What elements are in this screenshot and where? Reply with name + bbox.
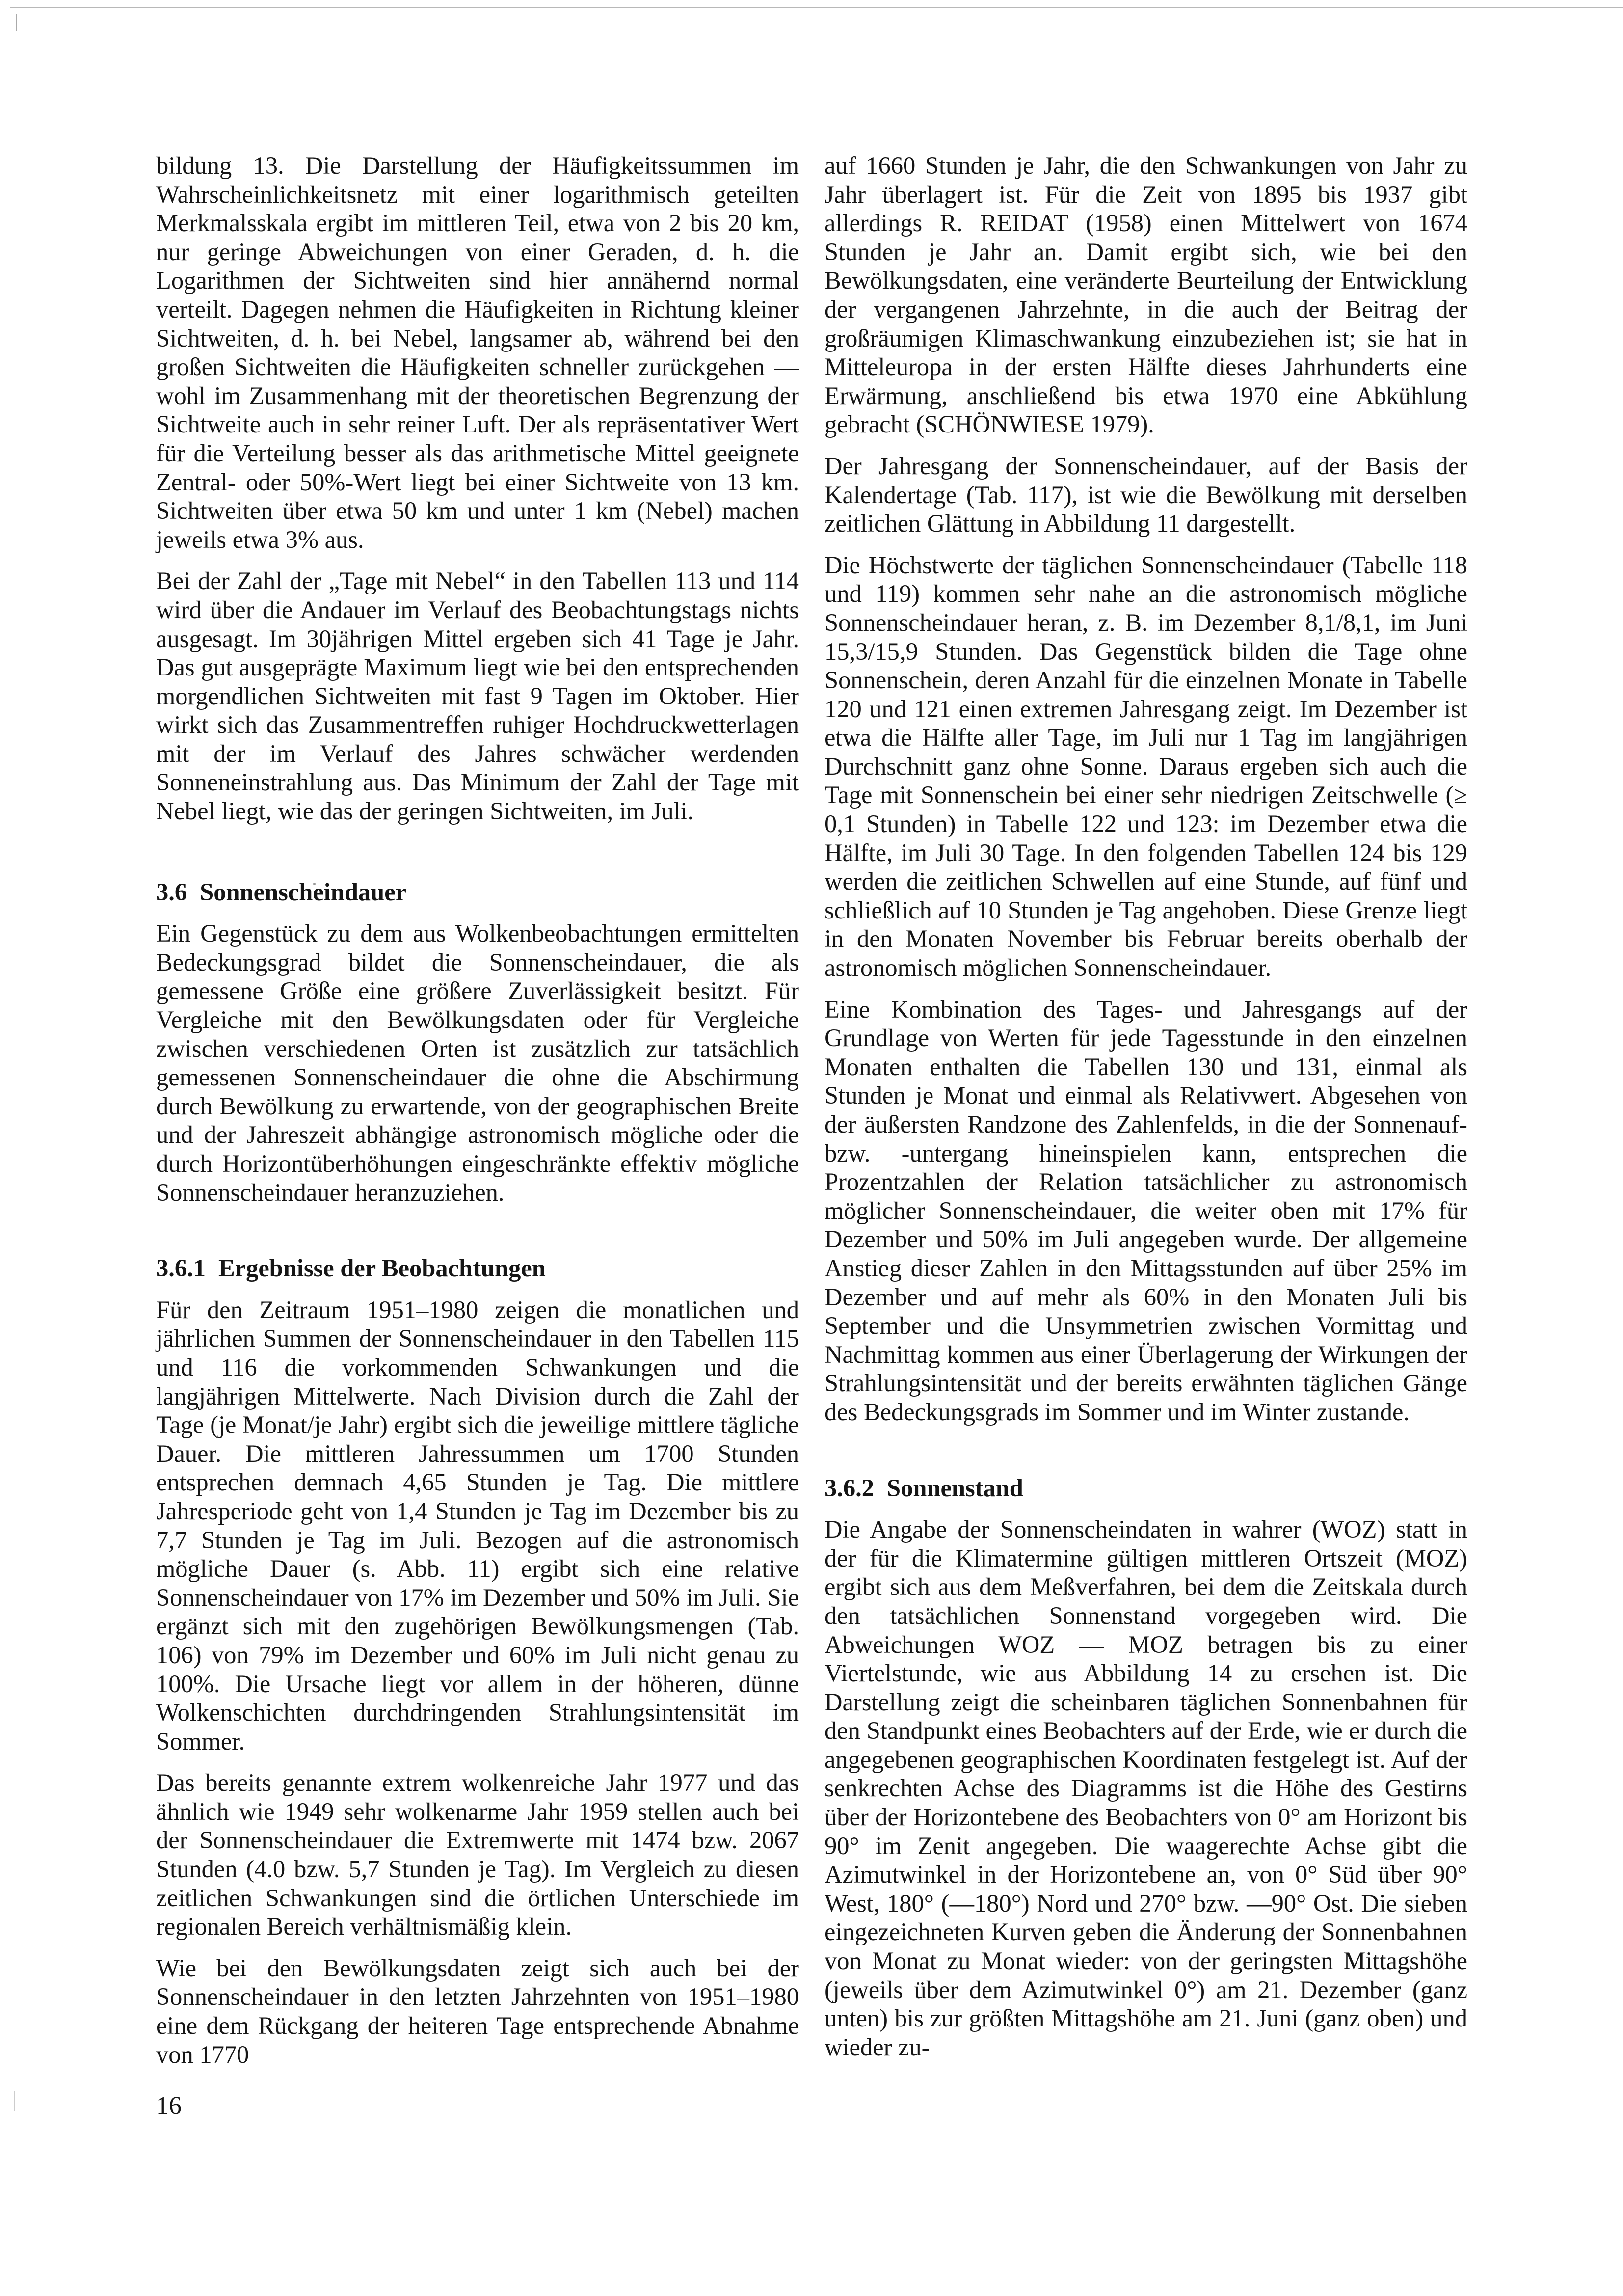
paragraph: Bei der Zahl der „Tage mit Nebel“ in den Tabellen 113 und 114 wird über die Andauer im Verlauf des Beobachtungstags nichts ausgesagt. Im 30jährigen Mittel ergeben sich 41 Tage je Jahr. Das gut ausgeprägte Maximum liegt wie bei den entsprechenden morgendlichen Sichtweiten mit fast 9 Tagen im Oktober. Hier wirkt sich das Zusammentreffen ruhiger Hochdruckwetterlagen mit der im Verlauf des Jahres schwächer werdenden Sonneneinstrahlung aus. Das Minimum der Zahl der Tage mit Nebel liegt, wie das der geringen Sichtweiten, im Juli. <box>156 567 799 825</box>
paragraph: Ein Gegenstück zu dem aus Wolkenbeobachtungen ermittelten Bedeckungsgrad bildet die Sonnenscheindauer, die als gemessene Größe eine größere Zuverlässigkeit besitzt. Für Vergleiche mit den Bewölkungsdaten oder für Vergleiche zwischen verschiedenen Orten ist zusätzlich zur tatsächlich gemessenen Sonnenscheindauer die ohne die Abschirmung durch Bewölkung zu erwartende, von der geographischen Breite und der Jahreszeit abhängige astronomisch mögliche oder die durch Horizontüberhöhungen eingeschränkte effektiv mögliche Sonnenscheindauer heranzuziehen. <box>156 919 799 1206</box>
paragraph: auf 1660 Stunden je Jahr, die den Schwankungen von Jahr zu Jahr überlagert ist. Für die Zeit von 1895 bis 1937 gibt allerdings R. REIDAT (1958) einen Mittelwert von 1674 Stunden je Jahr an. Damit ergibt sich, wie bei den Bewölkungsdaten, eine veränderte Beurteilung der Entwicklung der vergangenen Jahrzehnte, in die auch der Beitrag der großräumigen Klimaschwankung einzubeziehen ist; sie hat in Mitteleuropa in der ersten Hälfte dieses Jahrhunderts eine Erwärmung, anschließend bis etwa 1970 eine Abkühlung gebracht (SCHÖNWIESE 1979). <box>825 152 1467 438</box>
section-title: Sonnenstand <box>887 1474 1023 1502</box>
paragraph: Die Höchstwerte der täglichen Sonnenscheindauer (Tabelle 118 und 119) kommen sehr nahe an die astronomisch mögliche Sonnenscheindauer heran, z. B. im Dezember 8,1/8,1, im Juni 15,3/15,9 Stunden. Das Gegenstück bilden die Tage ohne Sonnenschein, deren Anzahl für die einzelnen Monate in Tabelle 120 und 121 einen extremen Jahresgang zeigt. Im Dezember ist etwa die Hälfte aller Tage, im Juli nur 1 Tag im langjährigen Durchschnitt ganz ohne Sonne. Daraus ergeben sich auch die Tage mit Sonnenschein bei einer sehr niedrigen Zeitschwelle (≥ 0,1 Stunden) in Tabelle 122 und 123: im Dezember etwa die Hälfte, im Juli 30 Tage. In den folgenden Tabellen 124 bis 129 werden die zeitlichen Schwellen auf eine Stunde, auf fünf und schließlich auf 10 Stunden je Tag angehoben. Diese Grenze liegt in den Monaten November bis Februar bereits oberhalb der astronomisch möglichen Sonnenscheindauer. <box>825 551 1467 982</box>
section-title: Sonnenscheindauer <box>200 878 407 906</box>
subsection-heading <box>825 1474 1467 1503</box>
paragraph: bildung 13. Die Darstellung der Häufigkeitssummen im Wahrscheinlichkeitsnetz mit einer logarithmisch geteilten Merkmalsskala ergibt im mittleren Teil, etwa von 2 bis 20 km, nur geringe Abweichungen von einer Geraden, d. h. die Logarithmen der Sichtweiten sind hier annähernd normal verteilt. Dagegen nehmen die Häufigkeiten in Richtung kleiner Sichtweiten, d. h. bei Nebel, langsamer ab, während bei den großen Sichtweiten die Häufigkeiten schneller zurückgehen — wohl im Zusammenhang mit der theoretischen Begrenzung der Sichtweite auch in sehr reiner Luft. Der als repräsentativer Wert für die Verteilung besser als das arithmetische Mittel geeignete Zentral- oder 50%-Wert liegt bei einer Sichtweite von 13 km. Sichtweiten über etwa 50 km und unter 1 km (Nebel) machen jeweils etwa 3% aus. <box>156 152 799 553</box>
section-number: 3.6.2 <box>825 1474 874 1502</box>
page-number: 16 <box>156 2092 182 2120</box>
paragraph: Eine Kombination des Tages- und Jahresgangs auf der Grundlage von Werten für jede Tagesstunde in den einzelnen Monaten enthalten die Tabellen 130 und 131, einmal als Stunden je Monat und einmal als Relativwert. Abgesehen von der äußersten Randzone des Zahlenfelds, in die der Sonnenauf- bzw. -untergang hineinspielen kann, entsprechen die Prozentzahlen der Relation tatsächlicher zu astronomisch möglicher Sonnenscheindauer, die weiter oben mit 17% für Dezember und 50% im Juli angegeben wurde. Der allgemeine Anstieg dieser Zahlen in den Mittagsstunden auf über 25% im Dezember und auf mehr als 60% in den Monaten Juli bis September und die Unsymmetrien zwischen Vormittag und Nachmittag kommen aus einer Überlagerung der Wirkungen der Strahlungsintensität und der bereits erwähnten täglichen Gänge des Bedeckungsgrads im Sommer und im Winter zustande. <box>825 995 1467 1426</box>
scan-mark <box>16 14 17 31</box>
section-number: 3.6 <box>156 878 187 906</box>
paragraph: Die Angabe der Sonnenscheindaten in wahrer (WOZ) statt in der für die Klimatermine gültigen mittleren Ortszeit (MOZ) ergibt sich aus dem Meßverfahren, bei dem die Zeitskala durch den tatsächlichen Sonnenstand vorgegeben wird. Die Abweichungen WOZ — MOZ betragen bis zu einer Viertelstunde, wie aus Abbildung 14 zu ersehen ist. Die Darstellung zeigt die scheinbaren täglichen Sonnenbahnen für den Standpunkt eines Beobachters auf der Erde, wie er durch die angegebenen geographischen Koordinaten festgelegt ist. Auf der senkrechten Achse des Diagramms ist die Höhe des Gestirns über der Horizontebene des Beobachters von 0° am Horizont bis 90° im Zenit angegeben. Die waagerechte Achse gibt die Azimutwinkel in der Horizontebene an, von 0° Süd über 90° West, 180° (—180°) Nord und 270° bzw. —90° Ost. Die sieben eingezeichneten Kurven geben die Änderung der Sonnenbahnen von Monat zu Monat wieder: von der geringsten Mittagshöhe (jeweils über dem Azimutwinkel 0°) am 21. Dezember (ganz unten) bis zur größten Mittagshöhe am 21. Juni (ganz oben) und wieder zu- <box>825 1515 1467 2061</box>
paragraph: Der Jahresgang der Sonnenscheindauer, auf der Basis der Kalendertage (Tab. 117), ist wie die Bewölkung mit derselben zeitlichen Glättung in Abbildung 11 dargestellt. <box>825 452 1467 538</box>
scan-mark <box>14 2091 15 2111</box>
paragraph: Das bereits genannte extrem wolkenreiche Jahr 1977 und das ähnlich wie 1949 sehr wolkenarme Jahr 1959 stellen auch bei der Sonnenscheindauer die Extremwerte mit 1474 bzw. 2067 Stunden (4.0 bzw. 5,7 Stunden je Tag). Im Vergleich zu diesen zeitlichen Schwankungen sind die örtlichen Unterschiede im regionalen Bereich verhältnismäßig klein. <box>156 1769 799 1941</box>
section-number: 3.6.1 <box>156 1254 206 1282</box>
section-title: Ergebnisse der Beobachtungen <box>218 1254 546 1282</box>
section-heading <box>156 878 799 907</box>
paragraph: Wie bei den Bewölkungsdaten zeigt sich auch bei der Sonnenscheindauer in den letzten Jahrzehnten von 1951–1980 eine dem Rückgang der heiteren Tage entsprechende Abnahme von 1770 <box>156 1954 799 2068</box>
right-column <box>825 151 1467 2074</box>
paragraph: Für den Zeitraum 1951–1980 zeigen die monatlichen und jährlichen Summen der Sonnenscheindauer in den Tabellen 115 und 116 die vorkommenden Schwankungen und die langjährigen Mittelwerte. Nach Division durch die Zahl der Tage (je Monat/je Jahr) ergibt sich die jeweilige mittlere tägliche Dauer. Die mittleren Jahressummen um 1700 Stunden entsprechen demnach 4,65 Stunden je Tag. Die mittlere Jahresperiode geht von 1,4 Stunden je Tag im Dezember bis zu 7,7 Stunden je Tag im Juli. Bezogen auf die astronomisch mögliche Dauer (s. Abb. 11) ergibt sich eine relative Sonnenscheindauer von 17% im Dezember und 50% im Juli. Sie ergänzt sich mit den zugehörigen Bewölkungsmengen (Tab. 106) von 79% im Dezember und 60% im Juli nicht genau zu 100%. Die Ursache liegt vor allem in der höheren, dünne Wolkenschichten durchdringenden Strahlungsintensität im Sommer. <box>156 1296 799 1755</box>
left-column <box>156 151 799 2081</box>
scan-edge-top <box>10 7 1623 8</box>
subsection-heading <box>156 1254 799 1283</box>
